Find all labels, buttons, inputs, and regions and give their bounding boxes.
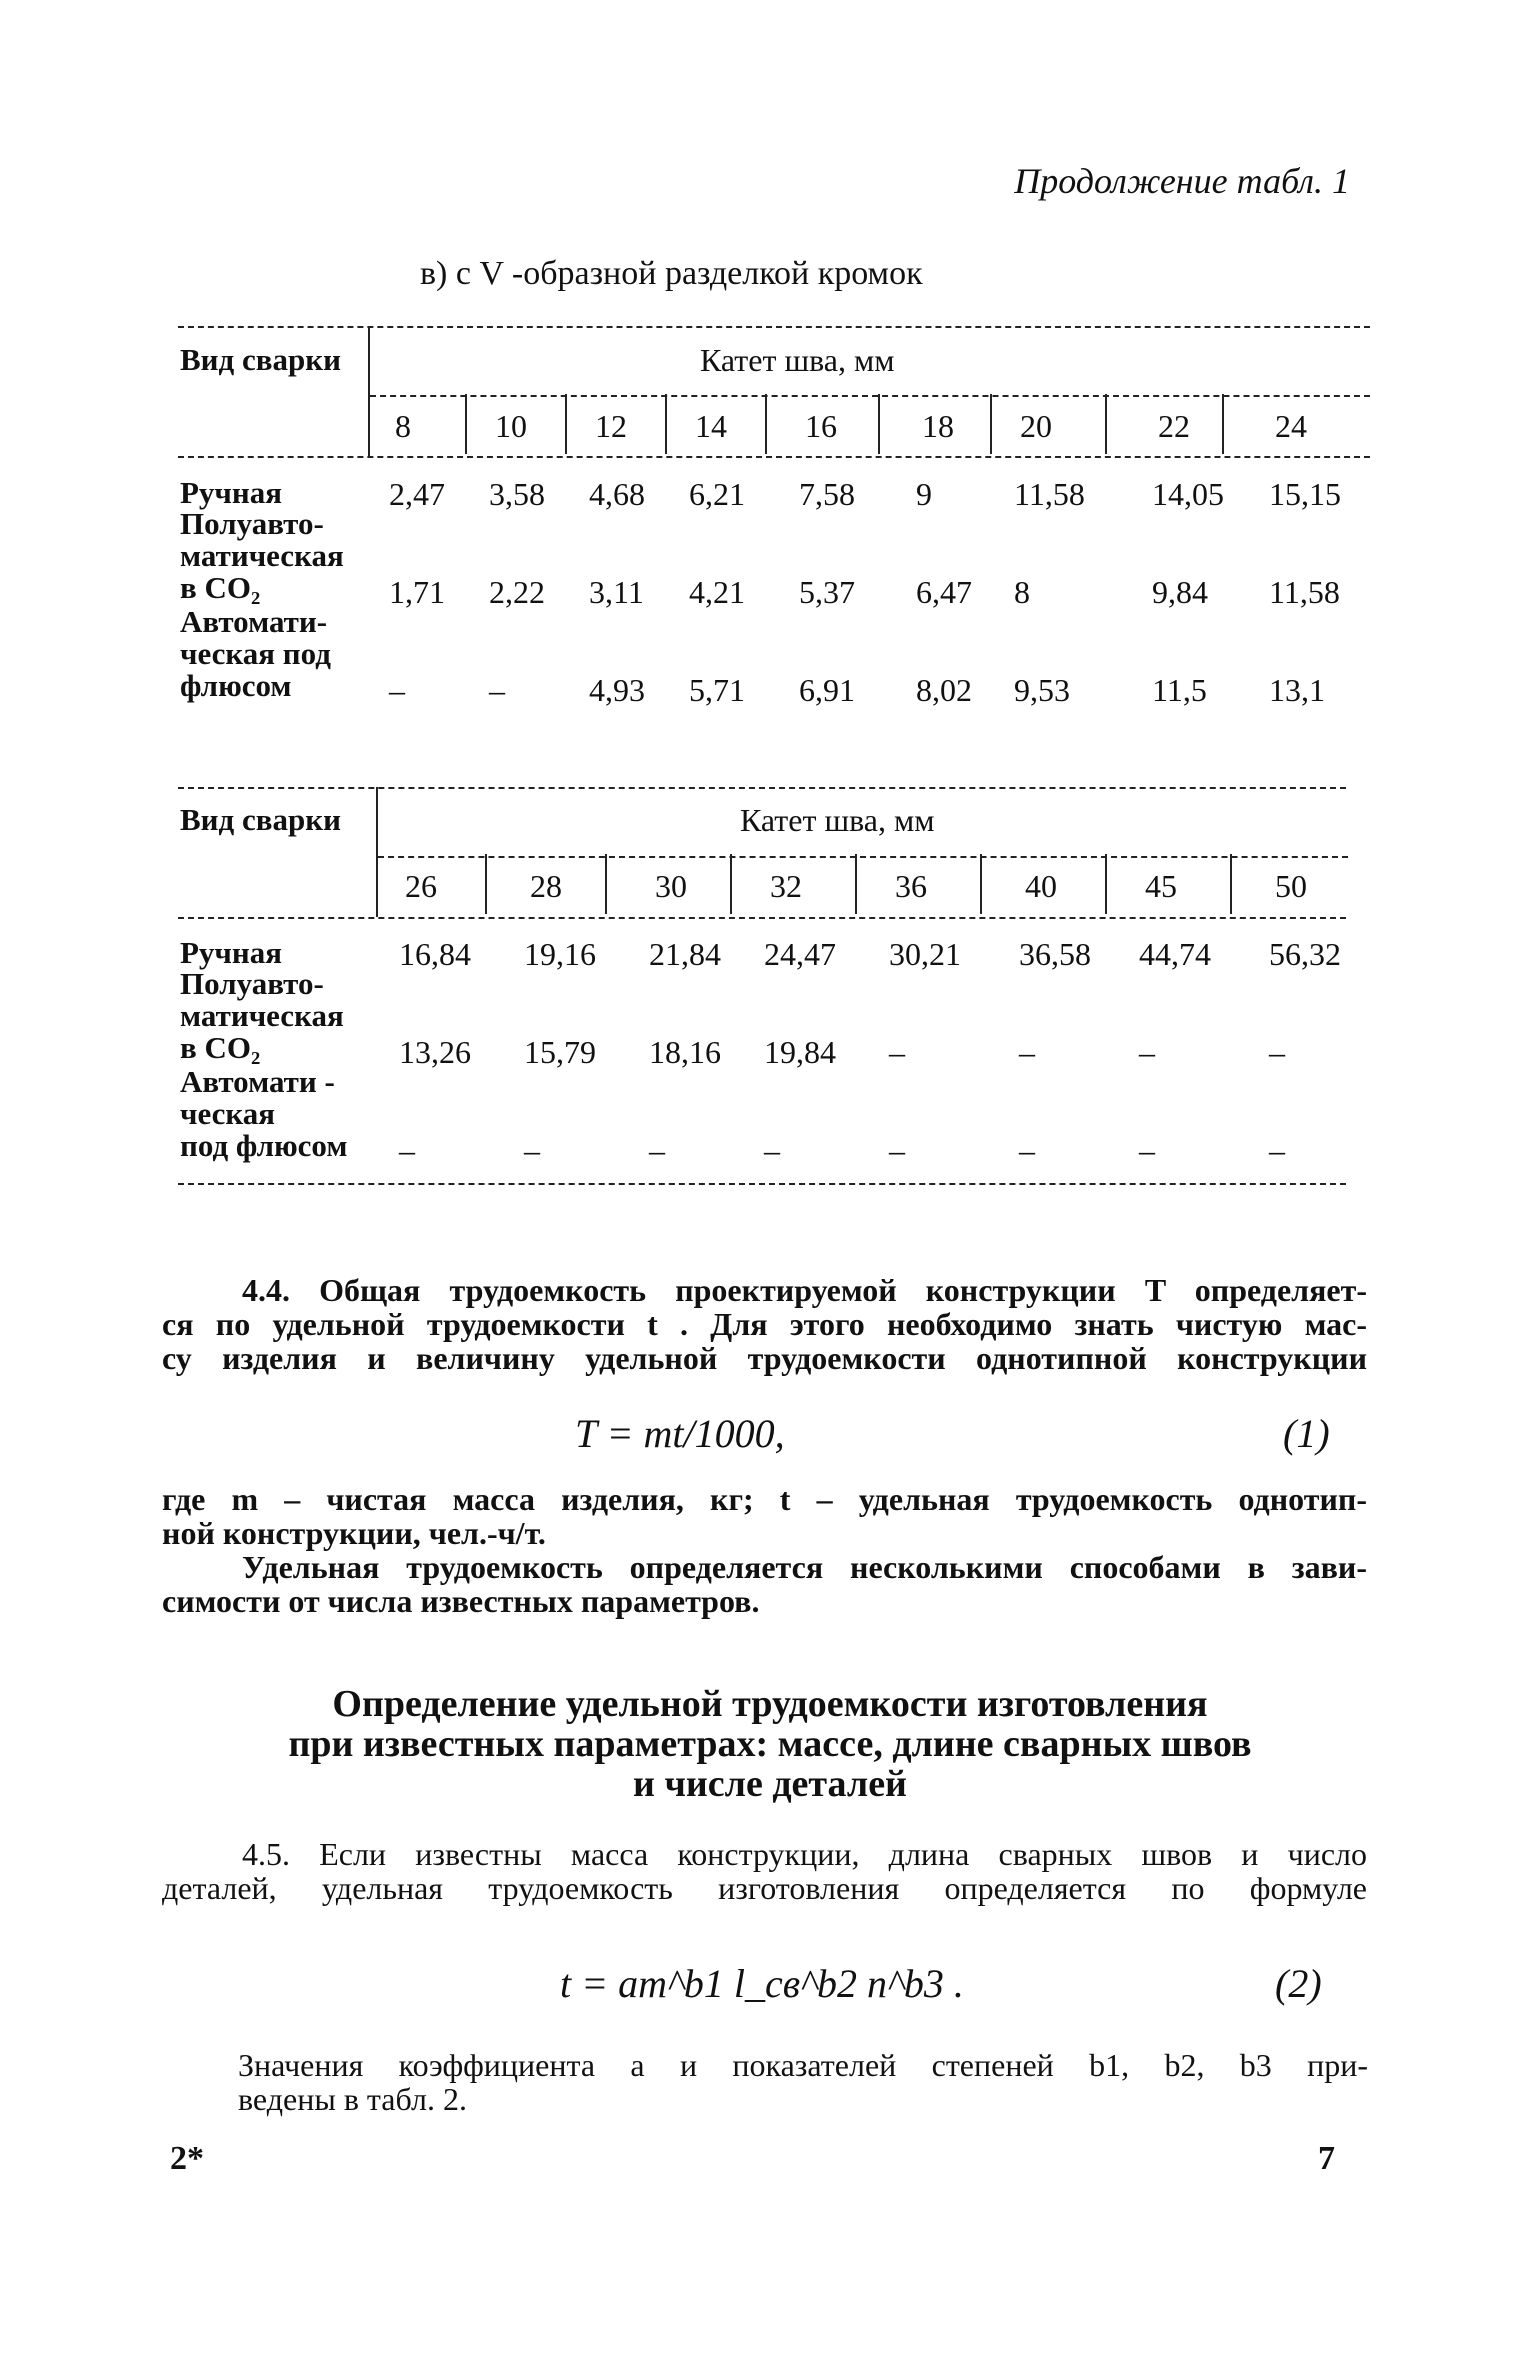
paragraph-4-5	[162, 1837, 1367, 1905]
table-subtitle: в) с V -образной разделкой кромок	[420, 255, 923, 292]
coef-line: Значения коэффициента a и показателей степеней b1, b2, b3 при-	[238, 2047, 1368, 2083]
row-label: в CO₂	[180, 1030, 261, 1065]
after-line: Удельная трудоемкость определяется несколькими способами в зави-	[242, 1549, 1367, 1585]
column-divider	[465, 394, 467, 454]
where-line: ной конструкции, чел.-ч/т.	[162, 1515, 546, 1551]
para-4-4-line: 4.4. Общая трудоемкость проектируемой конструкции T определяет-	[242, 1272, 1367, 1308]
column-divider	[990, 394, 992, 454]
column-header: 36	[895, 868, 927, 904]
column-divider	[485, 854, 487, 914]
row-label: матическая	[180, 998, 344, 1033]
table-cell: 14,05	[1152, 476, 1224, 512]
table-cell: 18,16	[649, 1034, 721, 1070]
column-divider	[980, 854, 982, 914]
formula-1: T = mt/1000,	[575, 1411, 785, 1456]
row-label: Полуавто-	[180, 966, 324, 1001]
table-2-group-header: Катет шва, мм	[740, 802, 935, 838]
column-header: 26	[405, 868, 437, 904]
row-label: Полуавто-	[180, 506, 324, 541]
column-divider	[1230, 854, 1232, 914]
table-cell: 13,1	[1269, 672, 1325, 708]
table-cell: 11,58	[1014, 476, 1085, 512]
table-cell: 2,22	[489, 574, 545, 610]
row-label: ческая под	[180, 636, 331, 671]
paragraph-coefficients	[238, 2048, 1368, 2116]
para-4-4-line: су изделия и величину удельной трудоемкости однотипной конструкции	[162, 1340, 1367, 1376]
column-divider	[765, 394, 767, 454]
table-cell: –	[1269, 1034, 1285, 1070]
table-cell: –	[1139, 1034, 1155, 1070]
table-cell: 1,71	[389, 574, 445, 610]
footer-signature-mark: 2*	[170, 2140, 204, 2177]
column-divider	[565, 394, 567, 454]
row-label: флюсом	[180, 668, 292, 703]
table-cell: 3,58	[489, 476, 545, 512]
table-cell: 15,79	[524, 1034, 596, 1070]
column-divider	[1105, 394, 1107, 454]
table-cell: 4,21	[689, 574, 745, 610]
row-label: под флюсом	[180, 1128, 348, 1163]
page-number: 7	[1318, 2140, 1335, 2177]
column-divider	[730, 854, 732, 914]
table-cell: 21,84	[649, 936, 721, 972]
table-cell: 30,21	[889, 936, 961, 972]
table-cell: 9,53	[1014, 672, 1070, 708]
table-cell: 44,74	[1139, 936, 1211, 972]
heading-line: Определение удельной трудоемкости изготовления	[332, 1683, 1208, 1725]
table-cell: –	[399, 1132, 415, 1168]
column-header: 22	[1158, 408, 1190, 444]
table-cell: 16,84	[399, 936, 471, 972]
table-cell: 2,47	[389, 476, 445, 512]
formula-2-number: (2)	[1275, 1961, 1322, 2006]
table-cell: –	[1019, 1132, 1035, 1168]
column-header: 10	[495, 408, 527, 444]
row-label: Автомати -	[180, 1064, 335, 1099]
table-cell: 15,15	[1269, 476, 1341, 512]
table-cell: 24,47	[764, 936, 836, 972]
formula-2: t = am^b1 l_св^b2 n^b3 .	[560, 1961, 964, 2006]
column-header: 32	[770, 868, 802, 904]
table-cell: 11,5	[1152, 672, 1207, 708]
table-cell: 11,58	[1269, 574, 1340, 610]
column-divider	[855, 854, 857, 914]
row-label: в CO₂	[180, 570, 261, 605]
table-cell: 19,84	[764, 1034, 836, 1070]
table-cell: –	[889, 1034, 905, 1070]
column-header: 20	[1020, 408, 1052, 444]
heading-line: и числе деталей	[633, 1763, 907, 1805]
column-header: 8	[395, 408, 411, 444]
table-cell: –	[889, 1132, 905, 1168]
table-1-row-header: Вид сварки	[180, 342, 341, 377]
table-cell: 56,32	[1269, 936, 1341, 972]
column-header: 18	[922, 408, 954, 444]
table-cell: –	[764, 1132, 780, 1168]
table-cell: 4,68	[589, 476, 645, 512]
column-divider	[1105, 854, 1107, 914]
table-cell: 19,16	[524, 936, 596, 972]
row-label: ческая	[180, 1096, 276, 1131]
table-cell: –	[1019, 1034, 1035, 1070]
coef-line: ведены в табл. 2.	[238, 2081, 467, 2117]
column-header: 24	[1275, 408, 1307, 444]
table-cell: –	[1139, 1132, 1155, 1168]
column-header: 40	[1025, 868, 1057, 904]
row-label: Автомати-	[180, 604, 328, 639]
table-cell: 5,37	[799, 574, 855, 610]
table-cell: 6,47	[916, 574, 972, 610]
column-divider	[605, 854, 607, 914]
table-cell: –	[524, 1132, 540, 1168]
table-cell: 4,93	[589, 672, 645, 708]
column-divider	[665, 394, 667, 454]
table-cell: –	[389, 672, 405, 708]
row-label: Ручная	[180, 935, 283, 970]
paragraph-where	[162, 1482, 1367, 1618]
row-label: Ручная	[180, 475, 283, 510]
column-header: 12	[595, 408, 627, 444]
column-header: 45	[1145, 868, 1177, 904]
para-4-4-line: ся по удельной трудоемкости t . Для этого необходимо знать чистую мас-	[162, 1306, 1367, 1342]
table-2-row-header: Вид сварки	[180, 802, 341, 837]
table-cell: 9	[916, 476, 932, 512]
table-cell: 36,58	[1019, 936, 1091, 972]
heading-line: при известных параметрах: массе, длине сварных швов	[288, 1723, 1252, 1765]
column-header: 16	[805, 408, 837, 444]
where-line: где m – чистая масса изделия, кг; t – удельная трудоемкость однотип-	[162, 1481, 1367, 1517]
section-heading	[240, 1684, 1300, 1804]
para-4-5-line: 4.5. Если известны масса конструкции, длина сварных швов и число	[242, 1836, 1367, 1872]
column-divider	[1222, 394, 1224, 454]
table-cell: 7,58	[799, 476, 855, 512]
column-header: 28	[530, 868, 562, 904]
table-cell: 8,02	[916, 672, 972, 708]
column-divider	[878, 394, 880, 454]
table-cell: 8	[1014, 574, 1030, 610]
formula-1-number: (1)	[1283, 1411, 1330, 1456]
table-cell: 5,71	[689, 672, 745, 708]
table-cell: 9,84	[1152, 574, 1208, 610]
column-header: 50	[1275, 868, 1307, 904]
para-4-5-line: деталей, удельная трудоемкость изготовления определяется по формуле	[162, 1870, 1367, 1906]
paragraph-4-4	[162, 1273, 1367, 1375]
column-header: 30	[655, 868, 687, 904]
continuation-label: Продолжение табл. 1	[1014, 161, 1350, 201]
table-cell: 13,26	[399, 1034, 471, 1070]
table-cell: –	[489, 672, 505, 708]
table-cell: –	[649, 1132, 665, 1168]
table-cell: 6,91	[799, 672, 855, 708]
table-1-group-header: Катет шва, мм	[700, 342, 895, 378]
table-cell: –	[1269, 1132, 1285, 1168]
row-label: матическая	[180, 538, 344, 573]
table-cell: 3,11	[589, 574, 644, 610]
column-header: 14	[695, 408, 727, 444]
table-cell: 6,21	[689, 476, 745, 512]
after-line: симости от числа известных параметров.	[162, 1583, 760, 1619]
